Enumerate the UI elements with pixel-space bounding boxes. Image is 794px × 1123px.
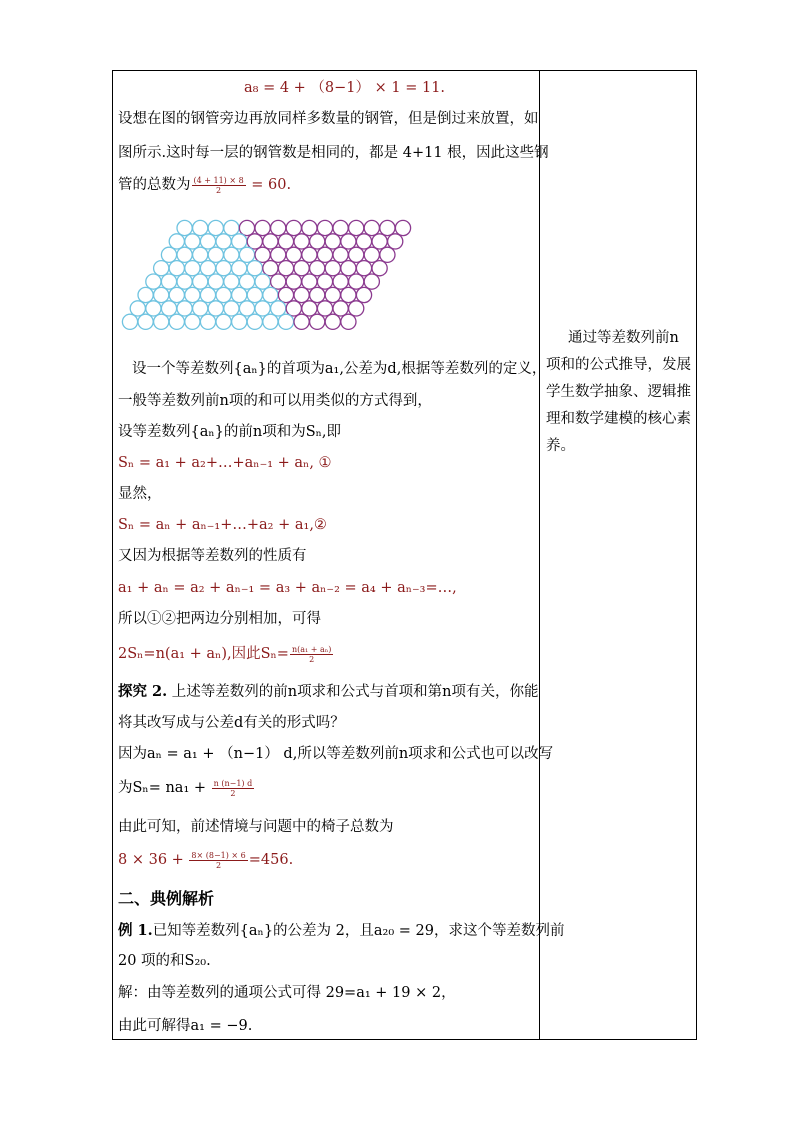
fraction-denominator: 2 xyxy=(309,654,315,664)
steel-pipe-blue xyxy=(200,314,215,329)
fraction-denominator: 2 xyxy=(216,860,222,870)
fraction xyxy=(212,779,255,798)
steel-pipe-blue xyxy=(177,301,192,316)
steel-pipe-purple xyxy=(395,220,410,235)
steel-pipe-purple xyxy=(349,247,364,262)
steel-pipe-blue xyxy=(208,301,223,316)
steel-pipe-blue xyxy=(216,314,231,329)
steel-pipe-blue xyxy=(247,314,262,329)
steel-pipe-purple xyxy=(286,247,301,262)
text-run: 为Sₙ= na₁ + xyxy=(118,780,211,796)
steel-pipe-purple xyxy=(364,274,379,289)
paragraph-line: 设一个等差数列{aₙ}的首项为a₁,公差为d,根据等差数列的定义， xyxy=(132,361,547,377)
steel-pipe-purple xyxy=(333,247,348,262)
steel-pipe-blue xyxy=(138,314,153,329)
steel-pipe-purple xyxy=(380,220,395,235)
paragraph-line: 因为aₙ = a₁ + （n−1） d,所以等差数列前n项求和公式也可以改写 xyxy=(118,746,554,762)
pipe-stack-figure xyxy=(120,218,430,340)
steel-pipe-blue xyxy=(263,314,278,329)
steel-pipe-purple xyxy=(356,287,371,302)
text-run: 2Sₙ=n(a₁ + aₙ),因此Sₙ= xyxy=(118,646,289,662)
design-intent-note: 通过等差数列前n项和的公式推导，发展学生数学抽象、逻辑推理和数学建模的核心素养。 xyxy=(546,330,691,454)
steel-pipe-purple xyxy=(247,234,262,249)
steel-pipe-purple xyxy=(364,247,379,262)
steel-pipe-purple xyxy=(302,301,317,316)
steel-pipe-purple xyxy=(286,301,301,316)
steel-pipe-purple xyxy=(271,274,286,289)
text-run: =456. xyxy=(248,852,294,868)
steel-pipe-purple xyxy=(325,314,340,329)
fraction xyxy=(192,176,246,195)
steel-pipe-blue xyxy=(239,247,254,262)
steel-pipe-purple xyxy=(388,234,403,249)
steel-pipe-blue xyxy=(216,287,231,302)
steel-pipe-blue xyxy=(232,287,247,302)
steel-pipe-blue xyxy=(271,301,286,316)
steel-pipe-purple xyxy=(263,234,278,249)
steel-pipe-blue xyxy=(193,274,208,289)
steel-pipe-blue xyxy=(130,301,145,316)
steel-pipe-blue xyxy=(263,287,278,302)
steel-pipe-blue xyxy=(161,247,176,262)
steel-pipe-purple xyxy=(317,220,332,235)
sum-formula-line xyxy=(118,644,334,664)
steel-pipe-blue xyxy=(177,247,192,262)
fraction xyxy=(290,645,333,664)
steel-pipe-purple xyxy=(341,314,356,329)
steel-pipe-purple xyxy=(372,234,387,249)
steel-pipe-purple xyxy=(310,261,325,276)
steel-pipe-blue xyxy=(193,301,208,316)
steel-pipe-purple xyxy=(263,261,278,276)
text-run: 上述等差数列的前n项求和公式与首项和第n项有关，你能 xyxy=(167,684,539,700)
example-label: 例 1. xyxy=(118,922,153,939)
explore-question-line xyxy=(118,682,538,702)
sum-equation-2: Sₙ = aₙ + aₙ₋₁+…+a₂ + a₁,② xyxy=(118,517,327,533)
paragraph-line: 由此可知，前述情境与问题中的椅子总数为 xyxy=(118,819,394,835)
steel-pipe-blue xyxy=(232,314,247,329)
steel-pipe-purple xyxy=(286,274,301,289)
fraction-numerator: n(a₁ + aₙ) xyxy=(291,644,332,654)
steel-pipe-blue xyxy=(138,287,153,302)
steel-pipe-purple xyxy=(349,301,364,316)
sum-formula-d-line xyxy=(118,778,255,798)
steel-pipe-blue xyxy=(146,274,161,289)
steel-pipe-blue xyxy=(193,220,208,235)
fraction xyxy=(189,851,247,870)
steel-pipe-blue xyxy=(208,247,223,262)
paragraph-line: 设等差数列{aₙ}的前n项和为Sₙ,即 xyxy=(118,424,342,440)
steel-pipe-purple xyxy=(341,234,356,249)
steel-pipe-blue xyxy=(224,247,239,262)
fraction-numerator: (4 + 11) × 8 xyxy=(193,175,244,185)
paragraph-line: 图所示.这时每一层的钢管数是相同的，都是 4+11 根，因此这些钢 xyxy=(118,145,549,161)
steel-pipe-blue xyxy=(154,261,169,276)
steel-pipe-blue xyxy=(169,287,184,302)
steel-pipe-purple xyxy=(372,261,387,276)
paragraph-line: 又因为根据等差数列的性质有 xyxy=(118,548,307,564)
steel-pipe-purple xyxy=(349,274,364,289)
steel-pipe-purple xyxy=(341,287,356,302)
explore-label: 探究 2. xyxy=(118,683,168,700)
steel-pipe-blue xyxy=(154,314,169,329)
paragraph-line: 20 项的和S₂₀. xyxy=(118,953,211,969)
steel-pipe-purple xyxy=(286,220,301,235)
steel-pipe-purple xyxy=(302,220,317,235)
steel-pipe-purple xyxy=(302,247,317,262)
steel-pipe-purple xyxy=(310,234,325,249)
steel-pipe-purple xyxy=(317,274,332,289)
steel-pipe-blue xyxy=(216,261,231,276)
steel-pipe-blue xyxy=(185,234,200,249)
steel-pipe-blue xyxy=(193,247,208,262)
property-equation: a₁ + aₙ = a₂ + aₙ₋₁ = a₃ + aₙ₋₂ = a₄ + aₙ₋₃=…, xyxy=(118,580,457,596)
steel-pipe-blue xyxy=(224,274,239,289)
steel-pipe-blue xyxy=(200,261,215,276)
steel-pipe-purple xyxy=(271,247,286,262)
text-run: 已知等差数列{aₙ}的公差为 2，且a₂₀ = 29，求这个等差数列前 xyxy=(152,923,565,939)
paragraph-line: 由此可解得a₁ = −9. xyxy=(118,1018,253,1034)
steel-pipe-purple xyxy=(255,220,270,235)
steel-pipe-blue xyxy=(177,274,192,289)
steel-pipe-blue xyxy=(122,314,137,329)
fraction-numerator: n (n−1) d xyxy=(213,778,253,788)
steel-pipe-purple xyxy=(317,247,332,262)
sum-equation-1: Sₙ = a₁ + a₂+…+aₙ₋₁ + aₙ, ① xyxy=(118,455,332,471)
steel-pipe-blue xyxy=(224,301,239,316)
steel-pipe-blue xyxy=(239,274,254,289)
steel-pipe-purple xyxy=(302,274,317,289)
steel-pipe-blue xyxy=(247,261,262,276)
steel-pipe-blue xyxy=(255,274,270,289)
steel-pipe-blue xyxy=(232,234,247,249)
text-run: 8 × 36 + xyxy=(118,852,189,868)
steel-pipe-blue xyxy=(185,261,200,276)
steel-pipe-purple xyxy=(333,220,348,235)
steel-pipe-purple xyxy=(310,314,325,329)
steel-pipe-blue xyxy=(208,220,223,235)
steel-pipe-purple xyxy=(333,301,348,316)
fraction-denominator: 2 xyxy=(216,185,222,195)
paragraph-line: 将其改写成与公差d有关的形式吗？ xyxy=(118,715,345,731)
steel-pipe-blue xyxy=(169,314,184,329)
paragraph-line: 所以①②把两边分别相加，可得 xyxy=(118,611,321,627)
steel-pipe-purple xyxy=(341,261,356,276)
steel-pipe-blue xyxy=(146,301,161,316)
steel-pipe-purple xyxy=(380,247,395,262)
steel-pipe-purple xyxy=(325,287,340,302)
example-line xyxy=(118,921,564,941)
text-run: = 60. xyxy=(246,177,292,193)
paragraph-line: 显然， xyxy=(118,486,162,502)
steel-pipe-purple xyxy=(278,261,293,276)
steel-pipe-purple xyxy=(364,220,379,235)
steel-pipe-blue xyxy=(161,301,176,316)
steel-pipe-blue xyxy=(154,287,169,302)
steel-pipe-blue xyxy=(177,220,192,235)
steel-pipe-purple xyxy=(325,234,340,249)
steel-pipe-purple xyxy=(255,247,270,262)
steel-pipe-purple xyxy=(294,314,309,329)
pipe-total-line xyxy=(118,175,291,195)
steel-pipe-purple xyxy=(333,274,348,289)
steel-pipe-purple xyxy=(294,234,309,249)
steel-pipe-purple xyxy=(356,261,371,276)
steel-pipe-blue xyxy=(185,314,200,329)
solution-line: 解：由等差数列的通项公式可得 29=a₁ + 19 × 2， xyxy=(118,985,456,1001)
text-run: 管的总数为 xyxy=(118,177,191,193)
chair-total-line xyxy=(118,850,293,870)
steel-pipe-purple xyxy=(271,220,286,235)
a8-equation: a₈ = 4 + （8−1） × 1 = 11. xyxy=(244,80,446,96)
steel-pipe-purple xyxy=(278,234,293,249)
steel-pipe-purple xyxy=(294,261,309,276)
steel-pipe-blue xyxy=(239,301,254,316)
fraction-numerator: 8× (8−1) × 6 xyxy=(191,850,246,860)
steel-pipe-blue xyxy=(185,287,200,302)
steel-pipe-blue xyxy=(208,274,223,289)
paragraph-line: 设想在图的钢管旁边再放同样多数量的钢管，但是倒过来放置，如 xyxy=(118,111,539,127)
steel-pipe-purple xyxy=(349,220,364,235)
steel-pipe-blue xyxy=(278,314,293,329)
steel-pipe-purple xyxy=(239,220,254,235)
steel-pipe-blue xyxy=(169,261,184,276)
steel-pipe-purple xyxy=(294,287,309,302)
steel-pipe-blue xyxy=(255,301,270,316)
steel-pipe-blue xyxy=(200,287,215,302)
steel-pipe-blue xyxy=(216,234,231,249)
steel-pipe-blue xyxy=(224,220,239,235)
steel-pipe-blue xyxy=(161,274,176,289)
steel-pipe-blue xyxy=(169,234,184,249)
steel-pipe-purple xyxy=(278,287,293,302)
steel-pipe-purple xyxy=(325,261,340,276)
steel-pipe-purple xyxy=(317,301,332,316)
paragraph-line: 一般等差数列前n项的和可以用类似的方式得到， xyxy=(118,393,432,409)
fraction-denominator: 2 xyxy=(230,788,236,798)
steel-pipe-purple xyxy=(356,234,371,249)
column-divider xyxy=(539,70,540,1040)
steel-pipe-blue xyxy=(200,234,215,249)
steel-pipe-purple xyxy=(310,287,325,302)
steel-pipe-blue xyxy=(247,287,262,302)
section-heading: 二、典例解析 xyxy=(118,889,215,908)
steel-pipe-blue xyxy=(232,261,247,276)
